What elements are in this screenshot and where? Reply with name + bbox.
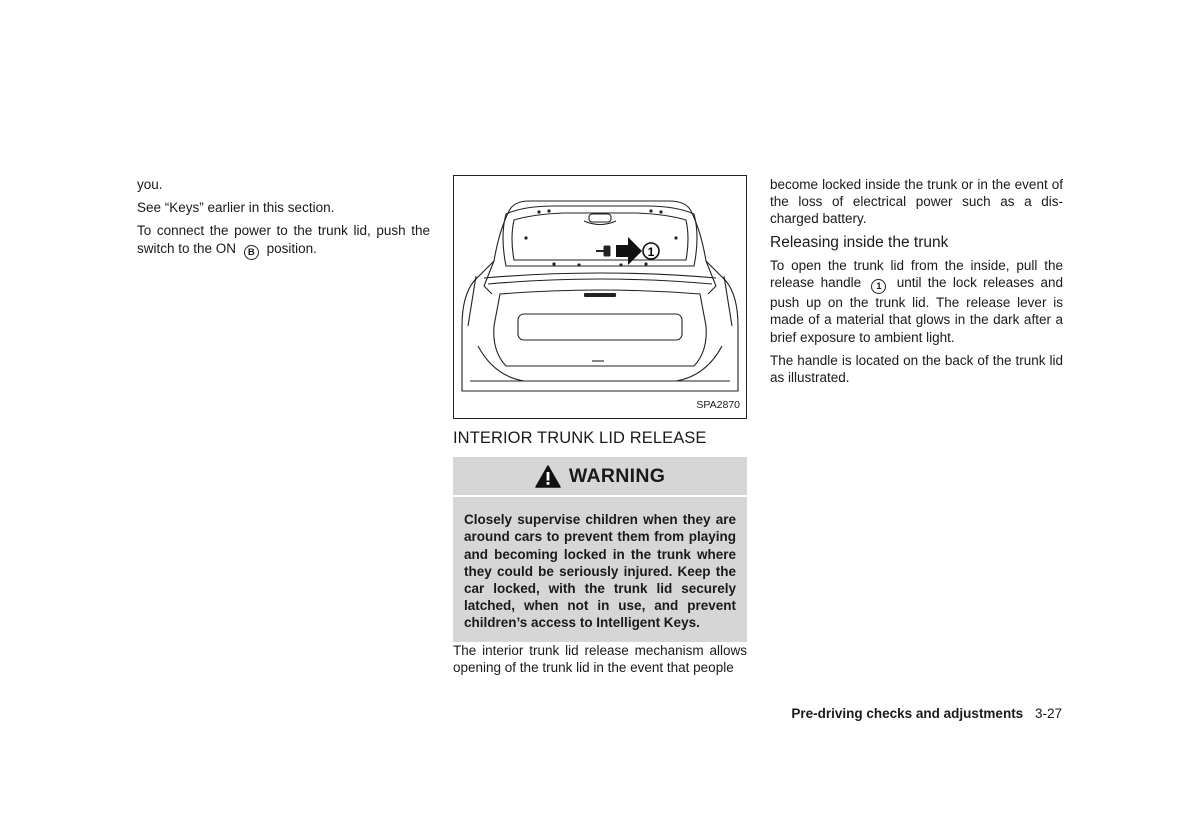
keys-reference: See “Keys” earlier in this section. [137, 200, 335, 216]
warning-title: WARNING [568, 464, 666, 487]
warning-box [453, 457, 747, 641]
callout-label: 1 [647, 245, 655, 259]
warning-triangle-icon [535, 465, 561, 488]
warning-text: Closely supervise children when they are around cars to prevent them from playing and becoming locked in the trunk where they could be seriously injured. Keep the car locked, with the trunk lid securely latched, when not in use, and prevent children’s access to Intelligent Keys. [464, 512, 736, 631]
left-column [137, 176, 430, 266]
figure-code: SPA2870 [696, 398, 740, 411]
footer-section-title: Pre-driving checks and adjustments [791, 706, 1024, 721]
subheading: Releasing inside the trunk [770, 233, 949, 251]
page-number: 3-27 [1034, 706, 1062, 721]
power-instruction: To connect the power to the trunk lid, push the switch to the ON B position. [137, 222, 430, 259]
continued-paragraph: become locked inside the trunk or in the event of the loss of electrical power such as a dis-charged battery. [770, 177, 1063, 227]
handle-callout-marker: 1 [871, 279, 886, 294]
section-heading: INTERIOR TRUNK LID RELEASE [453, 429, 707, 447]
release-mechanism-text: The interior trunk lid release mechanism allows opening of the trunk lid in the event that people [453, 642, 747, 675]
trunk-open-drawing [454, 176, 746, 418]
warning-header [453, 457, 747, 497]
handle-location-text: The handle is located on the back of the trunk lid as illustrated. [770, 352, 1063, 385]
right-column [770, 176, 1063, 392]
middle-column [453, 175, 747, 682]
trunk-lid-illustration [453, 175, 747, 419]
page-footer [791, 706, 1062, 721]
position-b-marker: B [244, 245, 259, 260]
continued-text: you. [137, 177, 163, 192]
arrow-icon [616, 237, 642, 265]
release-instruction: To open the trunk lid from the inside, pull the release handle 1 until the lock releases and push up on the trunk lid. The release lever is made of a material that glows in the dark after a brief exposure to ambient light. [770, 257, 1063, 345]
